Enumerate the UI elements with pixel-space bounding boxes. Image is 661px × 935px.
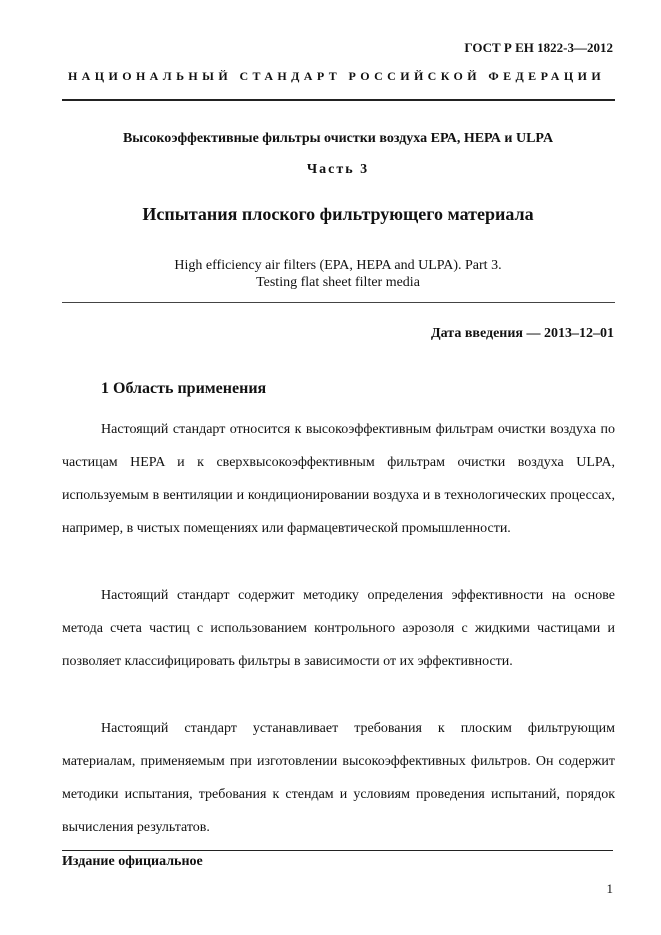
part-label: Часть 3 [306, 162, 370, 177]
english-title-line-2: Testing flat sheet filter media [256, 275, 420, 290]
main-title: Испытания плоского фильтрующего материала [142, 204, 534, 224]
body-paragraph: Настоящий стандарт устанавливает требования к плоским фильтрующим материалам, применяемым при изготовлении высокоэффективных фильтров. Он содержит методики испытания, требования к стендам и условиям проведения испытаний, порядок вычисления результатов. [62, 721, 615, 835]
page-number: 1 [606, 881, 613, 896]
series-title: Высокоэффективные фильтры очистки воздуха ЕРА, НЕРА и ULPA [122, 131, 554, 146]
introduction-date: Дата введения — 2013–12–01 [431, 326, 614, 341]
title-divider [62, 302, 615, 303]
section-heading: 1 Область применения [101, 380, 267, 397]
body-paragraph: Настоящий стандарт содержит методику определения эффективности на основе метода счета частиц с использованием контрольного аэрозоля с жидкими частицами и позволяет классифицировать фильтры в зависимости от их эффективности. [62, 588, 615, 669]
official-edition-label: Издание официальное [62, 854, 203, 869]
body-paragraph: Настоящий стандарт относится к высокоэффективным фильтрам очистки воздуха по частицам HEPA и к сверхвысокоэффективным фильтрам очистки воздуха ULPA, используемым в вентиляции и кондиционировании воздуха и в технологических процессах, например, в чистых помещениях или фармацевтической промышленности. [62, 422, 615, 536]
document-code: ГОСТ Р ЕН 1822-3—2012 [464, 40, 613, 55]
english-title-line-1: High efficiency air filters (EPA, HEPA and ULPA). Part 3. [174, 258, 502, 273]
national-standard-heading: НАЦИОНАЛЬНЫЙ СТАНДАРТ РОССИЙСКОЙ ФЕДЕРАЦИИ [67, 69, 606, 83]
header-divider [62, 99, 615, 101]
footer-divider [62, 850, 613, 851]
